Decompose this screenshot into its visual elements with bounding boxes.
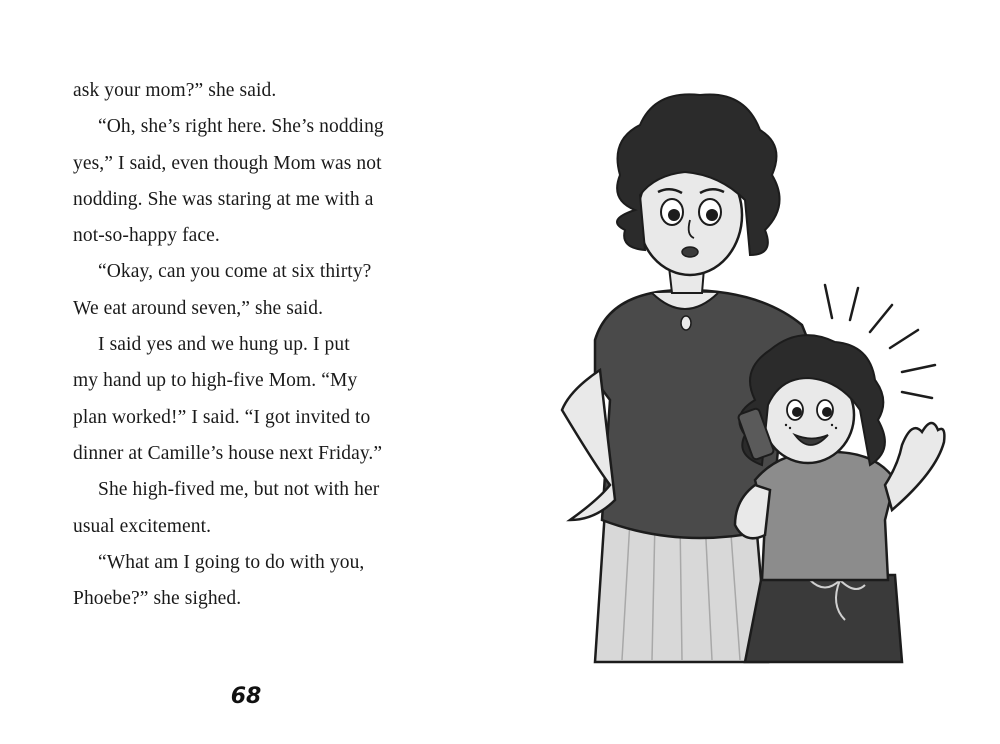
- body-text: [73, 73, 433, 617]
- text-line: usual excitement.: [73, 515, 212, 537]
- text-line: dinner at Camille’s house next Friday.”: [73, 442, 383, 464]
- text-line: my hand up to high-five Mom. “My: [73, 370, 358, 392]
- text-line: nodding. She was staring at me with a: [73, 188, 374, 210]
- text-line: plan worked!” I said. “I got invited to: [73, 406, 371, 428]
- illustration-mother-and-girl: [540, 80, 960, 670]
- page-number: 68: [230, 684, 262, 709]
- text-line: not-so-happy face.: [73, 225, 220, 247]
- text-line: We eat around seven,” she said.: [73, 297, 324, 319]
- text-line: “What am I going to do with you,: [98, 551, 365, 573]
- text-line: “Okay, can you come at six thirty?: [98, 261, 372, 283]
- girl-with-phone-icon: [735, 335, 944, 662]
- text-line: She high-fived me, but not with her: [98, 479, 380, 501]
- text-line: I said yes and we hung up. I put: [98, 334, 350, 356]
- text-line: Phoebe?” she sighed.: [73, 588, 242, 610]
- text-line: “Oh, she’s right here. She’s nodding: [98, 116, 384, 138]
- text-line: ask your mom?” she said.: [73, 80, 277, 101]
- text-line: yes,” I said, even though Mom was not: [73, 152, 382, 174]
